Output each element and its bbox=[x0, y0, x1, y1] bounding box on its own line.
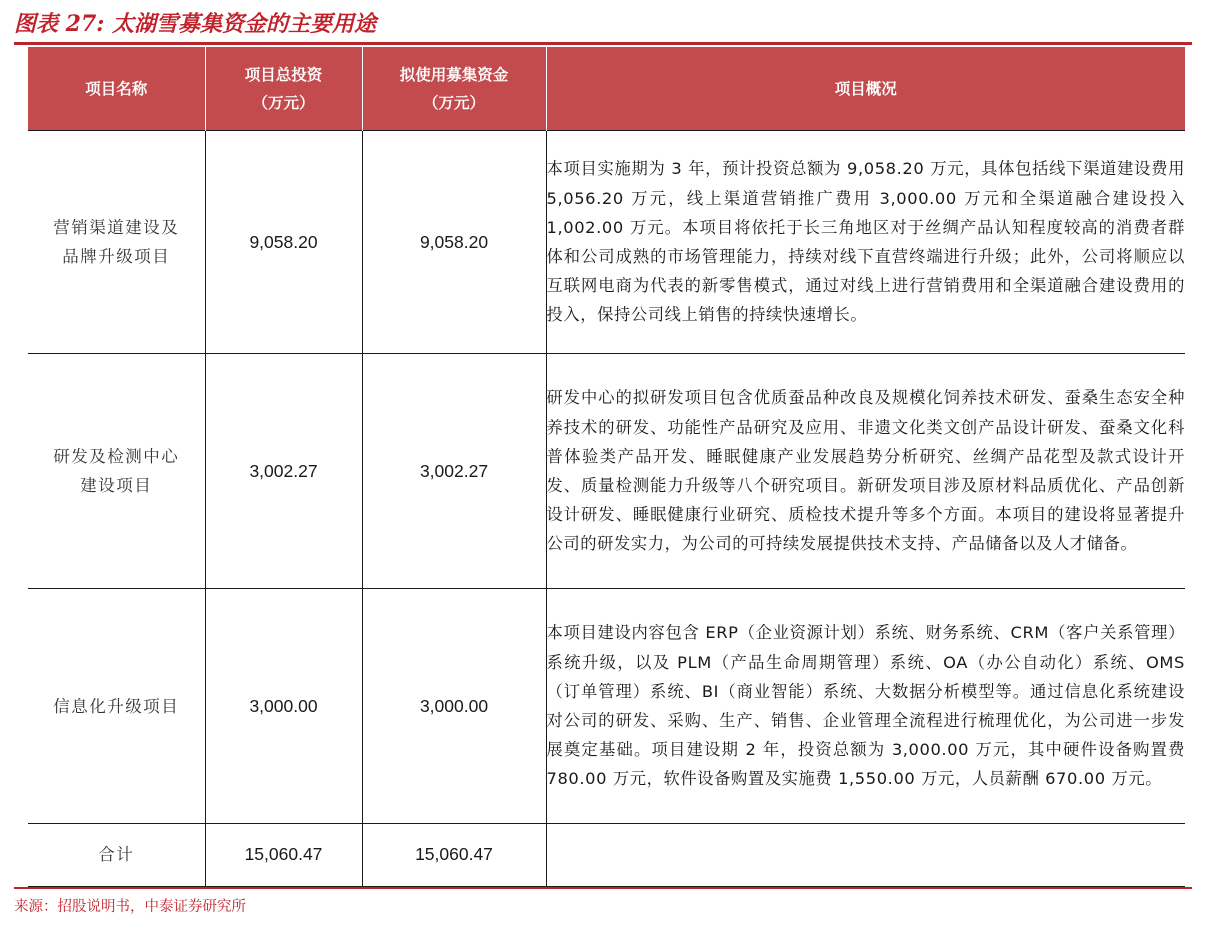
header-raised-funds bbox=[362, 47, 546, 131]
header-overview: 项目概况 bbox=[546, 47, 1185, 131]
total-investment-sum-cell: 15,060.47 bbox=[205, 824, 362, 887]
raised-funds-sum-cell: 15,060.47 bbox=[362, 824, 546, 887]
header-total-investment bbox=[205, 47, 362, 131]
project-name-line: 信息化升级项目 bbox=[53, 696, 180, 716]
header-raised-funds-unit: （万元） bbox=[422, 93, 485, 112]
footer-divider bbox=[14, 887, 1192, 889]
total-row bbox=[28, 824, 1185, 887]
project-name-cell bbox=[28, 354, 205, 589]
project-name-cell bbox=[28, 131, 205, 354]
project-name-line: 建设项目 bbox=[80, 476, 153, 495]
raised-funds-cell: 9,058.20 bbox=[362, 131, 546, 354]
project-name-line: 营销渠道建设及 bbox=[53, 218, 180, 237]
funding-use-table bbox=[28, 47, 1185, 888]
figure-title: 图表 27: 太湖雪募集资金的主要用途 bbox=[14, 11, 377, 37]
overview-cell: 本项目实施期为 3 年，预计投资总额为 9,058.20 万元，具体包括线下渠道建设费用 5,056.20 万元，线上渠道营销推广费用 3,000.00 万元和全渠道融合建设投入 1,002.00 万元。本项目将依托于长三角地区对于丝绸产品认知程度较高的消费者群体和公司成熟的市场管理能力，持续对线下直营终端进行升级；此外，公司将顺应以互联网电商为代表的新零售模式，通过对线上进行营销费用和全渠道融合建设费用的投入，保持公司线上销售的持续快速增长。 bbox=[546, 131, 1185, 354]
total-investment-cell: 3,002.27 bbox=[205, 354, 362, 589]
project-name-line: 品牌升级项目 bbox=[62, 247, 171, 266]
header-raised-funds-label: 拟使用募集资金 bbox=[399, 65, 509, 84]
raised-funds-cell: 3,000.00 bbox=[362, 589, 546, 824]
header-total-investment-unit: （万元） bbox=[252, 93, 315, 112]
source-note: 来源：招股说明书，中泰证券研究所 bbox=[14, 899, 246, 915]
total-label-cell: 合计 bbox=[28, 824, 205, 887]
project-name-cell bbox=[28, 589, 205, 824]
total-investment-cell: 9,058.20 bbox=[205, 131, 362, 354]
header-project-name: 项目名称 bbox=[28, 47, 205, 131]
project-name-line: 研发及检测中心 bbox=[53, 447, 180, 466]
table-header-row bbox=[28, 47, 1185, 131]
table-row bbox=[28, 131, 1185, 354]
title-divider bbox=[14, 42, 1192, 45]
overview-cell: 本项目建设内容包含 ERP（企业资源计划）系统、财务系统、CRM（客户关系管理）系统升级，以及 PLM（产品生命周期管理）系统、OA（办公自动化）系统、OMS（订单管理）系统、BI（商业智能）系统、大数据分析模型等。通过信息化系统建设对公司的研发、采购、生产、销售、企业管理全流程进行梳理优化，为公司进一步发展奠定基础。项目建设期 2 年，投资总额为 3,000.00 万元，其中硬件设备购置费 780.00 万元，软件设备购置及实施费 1,550.00 万元，人员薪酬 670.00 万元。 bbox=[546, 589, 1185, 824]
table-row bbox=[28, 354, 1185, 589]
table-row bbox=[28, 589, 1185, 824]
raised-funds-cell: 3,002.27 bbox=[362, 354, 546, 589]
total-overview-cell bbox=[546, 824, 1185, 887]
overview-cell: 研发中心的拟研发项目包含优质蚕品种改良及规模化饲养技术研发、蚕桑生态安全种养技术的研发、功能性产品研究及应用、非遗文化类文创产品设计研发、蚕桑文化科普体验类产品开发、睡眠健康产业发展趋势分析研究、丝绸产品花型及款式设计开发、质量检测能力升级等八个研究项目。新研发项目涉及原材料品质优化、产品创新设计研发、睡眠健康行业研究、质检技术提升等多个方面。本项目的建设将显著提升公司的研发实力，为公司的可持续发展提供技术支持、产品储备以及人才储备。 bbox=[546, 354, 1185, 589]
header-total-investment-label: 项目总投资 bbox=[244, 65, 323, 84]
total-investment-cell: 3,000.00 bbox=[205, 589, 362, 824]
